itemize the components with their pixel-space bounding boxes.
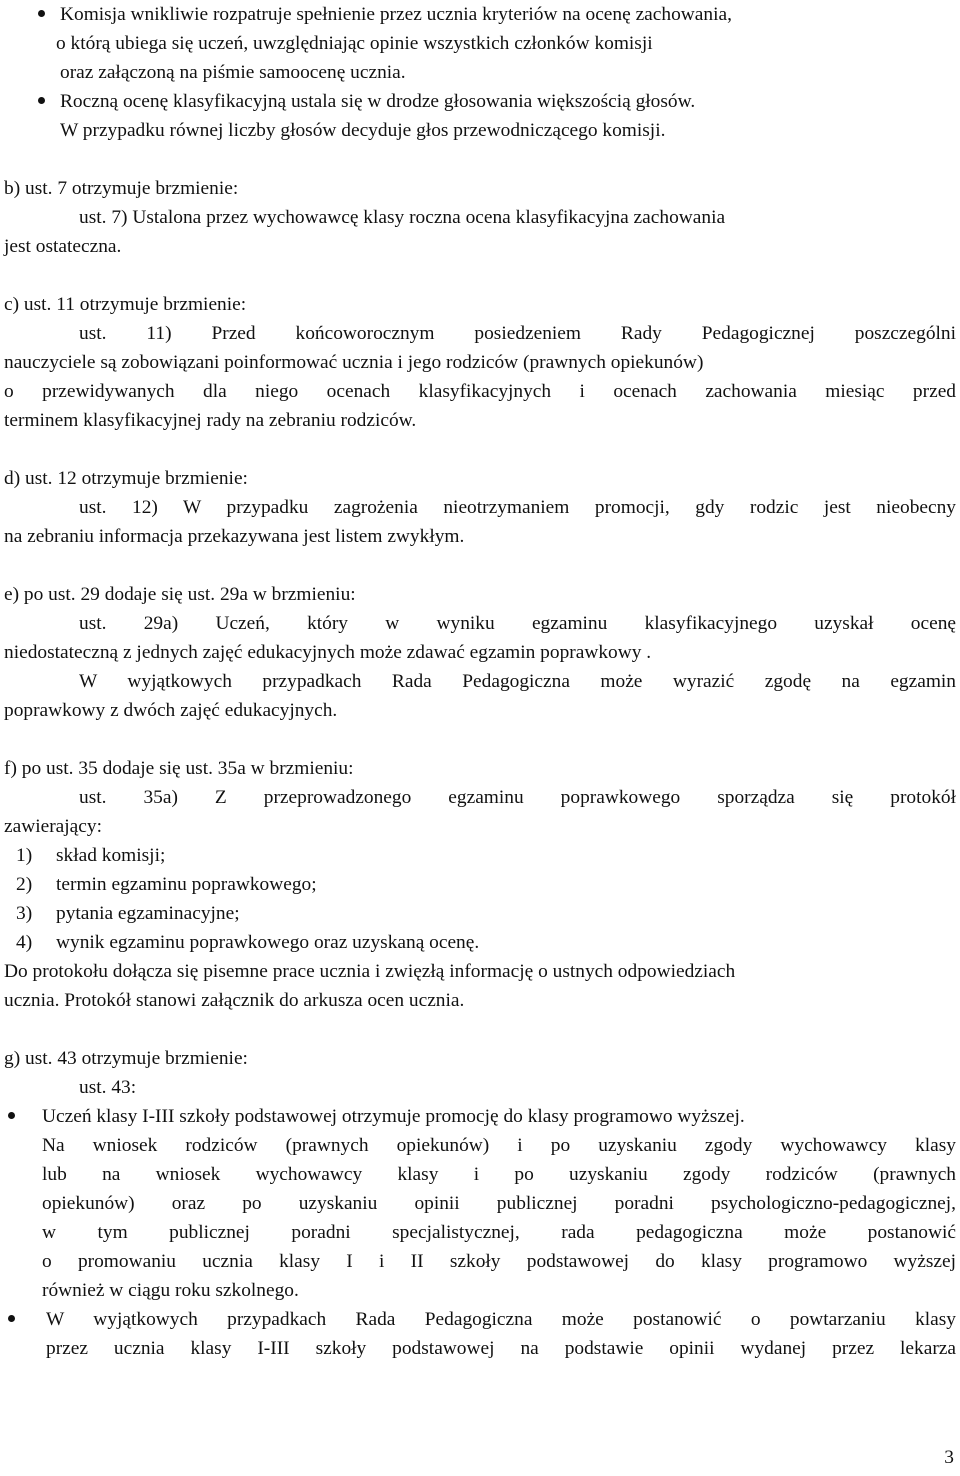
text-line: W wyjątkowych przypadkach Rada Pedagogiczna może wyrazić zgodę na egzamin bbox=[79, 671, 956, 692]
text-line: Uczeń klasy I-III szkoły podstawowej otrzymuje promocję do klasy programowo wyższej. bbox=[42, 1106, 745, 1127]
text-line: ust. 29a) Uczeń, który w wyniku egzaminu klasyfikacyjnego uzyskał ocenę bbox=[79, 613, 956, 634]
text-line: ust. 11) Przed końcoworocznym posiedzeniem Rady Pedagogicznej poszczególni bbox=[79, 323, 956, 344]
list-item bbox=[0, 928, 960, 957]
text-line: o którą ubiega się uczeń, uwzględniając opinie wszystkich członków komisji bbox=[56, 33, 653, 54]
section-heading: f) po ust. 35 dodaje się ust. 35a w brzmieniu: bbox=[4, 758, 354, 779]
list-number: 2) bbox=[16, 874, 33, 895]
text-line: ucznia. Protokół stanowi załącznik do arkusza ocen ucznia. bbox=[4, 990, 465, 1011]
list-item bbox=[0, 841, 960, 870]
text-line: niedostateczną z jednych zajęć edukacyjnych może zdawać egzamin poprawkowy . bbox=[4, 642, 652, 663]
list-text: skład komisji; bbox=[56, 845, 166, 866]
text-line: na zebraniu informacja przekazywana jest listem zwykłym. bbox=[4, 526, 465, 547]
text-line: o przewidywanych dla niego ocenach klasyfikacyjnych i ocenach zachowania miesiąc przed bbox=[4, 381, 956, 402]
bullet-icon bbox=[38, 97, 45, 104]
text-line: zawierający: bbox=[4, 816, 102, 837]
text-line: również w ciągu roku szkolnego. bbox=[42, 1280, 299, 1301]
section-heading: c) ust. 11 otrzymuje brzmienie: bbox=[4, 294, 247, 315]
text-line: terminem klasyfikacyjnej rady na zebraniu rodziców. bbox=[4, 410, 417, 431]
section-heading: d) ust. 12 otrzymuje brzmienie: bbox=[4, 468, 248, 489]
text-line: w tym publicznej poradni specjalistycznej, rada pedagogiczna może postanowić bbox=[42, 1222, 956, 1243]
text-line: poprawkowy z dwóch zajęć edukacyjnych. bbox=[4, 700, 338, 721]
list-number: 1) bbox=[16, 845, 33, 866]
list-text: pytania egzaminacyjne; bbox=[56, 903, 240, 924]
text-line: Na wniosek rodziców (prawnych opiekunów) i po uzyskaniu zgody wychowawcy klasy bbox=[42, 1135, 956, 1156]
list-text: wynik egzaminu poprawkowego oraz uzyskaną ocenę. bbox=[56, 932, 480, 953]
text-line: W przypadku równej liczby głosów decyduje głos przewodniczącego komisji. bbox=[60, 120, 666, 141]
text-line: oraz załączoną na piśmie samoocenę ucznia. bbox=[60, 62, 406, 83]
text-line: Komisja wnikliwie rozpatruje spełnienie przez ucznia kryteriów na ocenę zachowania, bbox=[60, 4, 732, 25]
section-heading: e) po ust. 29 dodaje się ust. 29a w brzmieniu: bbox=[4, 584, 356, 605]
page-number: 3 bbox=[944, 1447, 954, 1468]
bullet-icon bbox=[8, 1315, 15, 1322]
text-line: ust. 12) W przypadku zagrożenia nieotrzymaniem promocji, gdy rodzic jest nieobecny bbox=[79, 497, 956, 518]
text-line: o promowaniu ucznia klasy I i II szkoły podstawowej do klasy programowo wyższej bbox=[42, 1251, 956, 1272]
text-line: jest ostateczna. bbox=[4, 236, 122, 257]
bullet-icon bbox=[8, 1112, 15, 1119]
list-item bbox=[0, 870, 960, 899]
text-line: przez ucznia klasy I-III szkoły podstawowej na podstawie opinii wydanej przez lekarza bbox=[46, 1338, 956, 1359]
text-line: lub na wniosek wychowawcy klasy i po uzyskaniu zgody rodziców (prawnych bbox=[42, 1164, 956, 1185]
section-heading: g) ust. 43 otrzymuje brzmienie: bbox=[4, 1048, 248, 1069]
bullet-icon bbox=[38, 10, 45, 17]
text-line: Roczną ocenę klasyfikacyjną ustala się w drodze głosowania większością głosów. bbox=[60, 91, 696, 112]
text-line: nauczyciele są zobowiązani poinformować ucznia i jego rodziców (prawnych opiekunów) bbox=[4, 352, 704, 373]
list-text: termin egzaminu poprawkowego; bbox=[56, 874, 317, 895]
text-line: W wyjątkowych przypadkach Rada Pedagogiczna może postanowić o powtarzaniu klasy bbox=[46, 1309, 956, 1330]
list-item bbox=[0, 899, 960, 928]
text-line: opiekunów) oraz po uzyskaniu opinii publicznej poradni psychologiczno-pedagogicznej, bbox=[42, 1193, 956, 1214]
section-heading: b) ust. 7 otrzymuje brzmienie: bbox=[4, 178, 239, 199]
list-number: 3) bbox=[16, 903, 33, 924]
text-line: Do protokołu dołącza się pisemne prace ucznia i zwięzłą informację o ustnych odpowiedziach bbox=[4, 961, 736, 982]
sub-heading: ust. 43: bbox=[79, 1077, 137, 1098]
text-line: ust. 7) Ustalona przez wychowawcę klasy roczna ocena klasyfikacyjna zachowania bbox=[79, 207, 726, 228]
list-number: 4) bbox=[16, 932, 33, 953]
text-line: ust. 35a) Z przeprowadzonego egzaminu poprawkowego sporządza się protokół bbox=[79, 787, 956, 808]
